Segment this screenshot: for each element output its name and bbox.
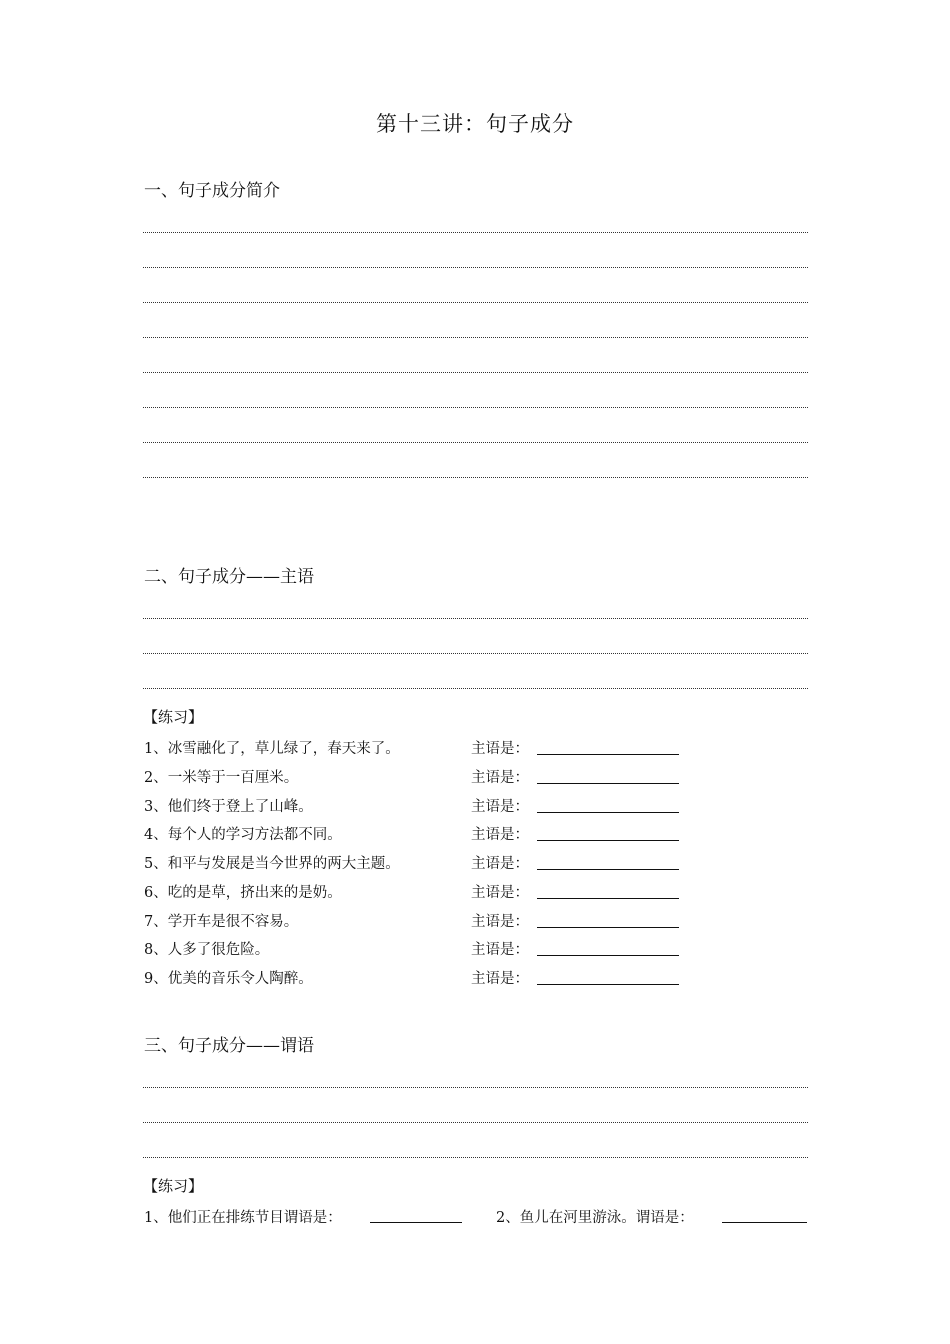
answer-label: 主语是： bbox=[471, 971, 529, 987]
exercise-row bbox=[0, 967, 950, 996]
answer-blank[interactable] bbox=[537, 812, 679, 813]
answer-label: 主语是： bbox=[471, 942, 529, 958]
section2-heading: 二、句子成分——主语 bbox=[144, 567, 314, 587]
answer-blank[interactable] bbox=[537, 984, 679, 985]
answer-label: 主语是： bbox=[471, 799, 529, 815]
page-title: 第十三讲：句子成分 bbox=[376, 112, 574, 136]
answer-blank[interactable] bbox=[537, 927, 679, 928]
exercise-row bbox=[0, 910, 950, 939]
dotted-writing-line[interactable] bbox=[143, 1123, 808, 1158]
dotted-writing-line[interactable] bbox=[143, 198, 808, 233]
section3-heading: 三、句子成分——谓语 bbox=[144, 1036, 314, 1056]
section3-writing-lines bbox=[143, 1053, 808, 1158]
answer-label: 主语是： bbox=[471, 885, 529, 901]
dotted-writing-line[interactable] bbox=[143, 584, 808, 619]
dotted-writing-line[interactable] bbox=[143, 268, 808, 303]
exercise-question: 8、人多了很危险。 bbox=[144, 942, 270, 958]
exercise-row bbox=[0, 823, 950, 852]
exercise-row bbox=[0, 938, 950, 967]
answer-blank[interactable] bbox=[537, 898, 679, 899]
dotted-writing-line[interactable] bbox=[143, 1088, 808, 1123]
exercise-question: 7、学开车是很不容易。 bbox=[144, 914, 299, 930]
exercise-question: 2、一米等于一百厘米。 bbox=[144, 770, 299, 786]
exercise-row bbox=[0, 766, 950, 795]
exercise-row bbox=[0, 881, 950, 910]
section2-writing-lines bbox=[143, 584, 808, 689]
dotted-writing-line[interactable] bbox=[143, 654, 808, 689]
answer-blank[interactable] bbox=[537, 783, 679, 784]
answer-blank[interactable] bbox=[537, 840, 679, 841]
dotted-writing-line[interactable] bbox=[143, 408, 808, 443]
exercise-question: 6、吃的是草，挤出来的是奶。 bbox=[144, 885, 342, 901]
answer-label: 主语是： bbox=[471, 770, 529, 786]
predicate-exercise-1: 1、他们正在排练节目谓语是： bbox=[144, 1210, 342, 1226]
dotted-writing-line[interactable] bbox=[143, 373, 808, 408]
section1-heading: 一、句子成分简介 bbox=[144, 181, 280, 201]
dotted-writing-line[interactable] bbox=[143, 443, 808, 478]
answer-blank[interactable] bbox=[537, 869, 679, 870]
exercise-question: 4、每个人的学习方法都不同。 bbox=[144, 827, 342, 843]
exercise-row bbox=[0, 737, 950, 766]
answer-label: 主语是： bbox=[471, 914, 529, 930]
dotted-writing-line[interactable] bbox=[143, 303, 808, 338]
dotted-writing-line[interactable] bbox=[143, 338, 808, 373]
exercise-question: 3、他们终于登上了山峰。 bbox=[144, 799, 313, 815]
predicate-answer-blank-2[interactable] bbox=[722, 1222, 807, 1223]
answer-blank[interactable] bbox=[537, 754, 679, 755]
dotted-writing-line[interactable] bbox=[143, 1053, 808, 1088]
practice-label: 【练习】 bbox=[143, 1177, 204, 1195]
answer-blank[interactable] bbox=[537, 955, 679, 956]
exercise-row bbox=[0, 795, 950, 824]
exercise-row bbox=[0, 852, 950, 881]
answer-label: 主语是： bbox=[471, 827, 529, 843]
section1-writing-lines bbox=[143, 198, 808, 478]
exercise-question: 9、优美的音乐令人陶醉。 bbox=[144, 971, 313, 987]
exercise-question: 5、和平与发展是当今世界的两大主题。 bbox=[144, 856, 400, 872]
exercise-question: 1、冰雪融化了，草儿绿了，春天来了。 bbox=[144, 741, 400, 757]
answer-label: 主语是： bbox=[471, 856, 529, 872]
dotted-writing-line[interactable] bbox=[143, 619, 808, 654]
predicate-answer-blank-1[interactable] bbox=[370, 1222, 462, 1223]
predicate-exercise-2: 2、鱼儿在河里游泳。谓语是： bbox=[496, 1210, 694, 1226]
dotted-writing-line[interactable] bbox=[143, 233, 808, 268]
answer-label: 主语是： bbox=[471, 741, 529, 757]
practice-label: 【练习】 bbox=[143, 708, 204, 726]
